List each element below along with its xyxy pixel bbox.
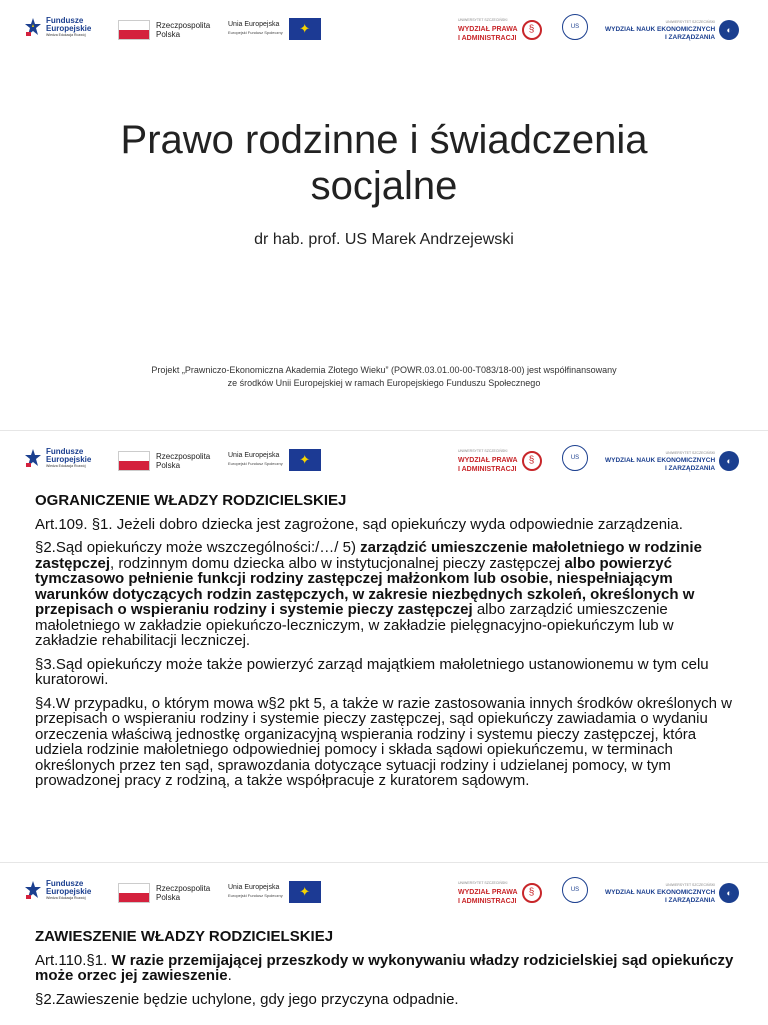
author: dr hab. prof. US Marek Andrzejewski [254,231,514,248]
eu-flag-icon: ✦ [289,18,321,40]
wne-line1: WYDZIAŁ NAUK EKONOMICZNYCH [605,889,716,896]
wpa-line1: WYDZIAŁ PRAWA [458,889,518,896]
wne-line2: I ZARZĄDZANIA [664,465,716,472]
par1-text-c: . [227,967,232,984]
fe-star-icon [24,879,42,901]
slide-body [35,493,735,797]
ue-line2: Europejski Fundusz Społeczny [228,461,283,466]
wpa-emblem-icon: § [522,451,542,471]
title-line2: socjalne [310,164,458,208]
slide-title-text [0,117,768,209]
rp-line1: Rzeczpospolita [156,21,211,30]
wne-line1: WYDZIAŁ NAUK EKONOMICZNYCH [605,457,716,464]
wne-line1: WYDZIAŁ NAUK EKONOMICZNYCH [605,26,716,33]
fe-line2: Europejskie [46,23,92,33]
wne-emblem-icon: ◐ [719,883,739,903]
fe-line1: Fundusze [46,878,84,888]
ue-line1: Unia Europejska [228,452,280,459]
wpa-small: UNIWERSYTET SZCZECIŃSKI [458,449,508,453]
fe-line2: Europejskie [46,886,92,896]
wne-line2: I ZARZĄDZANIA [664,897,716,904]
slide-ograniczenie [0,430,768,861]
footnote-line1: Projekt „Prawniczo-Ekonomiczna Akademia Złotego Wieku” (POWR.03.01.00-00-T083/18-00) jest współfinansowany [151,365,617,375]
wydzial-nauk-ekonomicznych-logo [605,18,739,42]
fe-line1: Fundusze [46,446,84,456]
wne-small: UNIWERSYTET SZCZECIŃSKI [665,20,716,24]
fe-line3: Wiedza Edukacja Rozwój [46,895,86,900]
par2-text-e: albo zarządzić umieszczenie małoletniego w zakładzie opiekuńczo-leczniczym, w zakładzie pielęgnacyjno-opiekuńczym lub w zakładzie rehabilitacji leczniczej. [35,601,674,649]
eu-flag-icon: ✦ [289,881,321,903]
poland-flag-icon [118,451,150,471]
wpa-emblem-icon: § [522,20,542,40]
project-footnote [0,364,768,390]
rzeczpospolita-logo [118,451,210,471]
wpa-line2: I ADMINISTRACJI [458,898,517,905]
par1-bold-b: W razie przemijającej przeszkody w wykonywaniu władzy rodzicielskiej sąd opiekuńczy może orzec jej zawieszenie [35,951,734,984]
rzeczpospolita-logo [118,883,210,903]
wne-line2: I ZARZĄDZANIA [664,34,716,41]
fe-line2: Europejskie [46,454,92,464]
fundusze-europejskie-logo [24,16,91,38]
fe-star-icon [24,16,42,38]
wpa-line1: WYDZIAŁ PRAWA [458,26,518,33]
art109-par4: §4.W przypadku, o którym mowa w§2 pkt 5, a także w razie zastosowania innych środków określonych w przepisach o wspieraniu rodziny i systemie pieczy zastępczej, sąd opiekuńczy zawiadamia o wydaniu orzeczenia właściwą jednostkę organizacyjną wspierania rodziny i systemu pieczy zastępczej, która udziela rodzinie małoletniego odpowiedniej pomocy i składa sądowi opiekuńczemu, w terminach określonych przez ten sąd, sprawozdania dotyczące sytuacji rodziny i udzielanej pomocy, w tym prowadzonej pracy z rodziną, a także współpracuje z kuratorem sądowym. [35,694,732,789]
ue-line2: Europejski Fundusz Społeczny [228,893,283,898]
wne-emblem-icon: ◐ [719,451,739,471]
slide-body [35,929,735,1015]
us-seal-logo [562,445,588,471]
fe-line3: Wiedza Edukacja Rozwój [46,463,86,468]
fe-star-icon [24,447,42,469]
logo-bar [0,875,768,915]
wne-small: UNIWERSYTET SZCZECIŃSKI [665,451,716,455]
slide-heading: ZAWIESZENIE WŁADZY RODZICIELSKIEJ [35,928,334,945]
poland-flag-icon [118,883,150,903]
par2-bold-d: albo powierzyć tymczasowo pełnienie funkcji rodziny zastępczej małżonkom lub osobie, niespełniającym warunków dotyczących rodzin zastępczych, w zakresie niezbędnych szkoleń, określonych w przepisach o wspieraniu rodziny i systemie pieczy zastępczej [35,554,695,618]
fundusze-europejskie-logo [24,447,91,469]
us-seal-icon: US [562,445,588,471]
rzeczpospolita-logo [118,20,210,40]
us-seal-icon: US [562,14,588,40]
fe-line3: Wiedza Edukacja Rozwój [46,32,86,37]
wpa-small: UNIWERSYTET SZCZECIŃSKI [458,881,508,885]
unia-europejska-logo [228,449,321,471]
unia-europejska-logo [228,881,321,903]
wydzial-prawa-logo [458,447,542,474]
wpa-line1: WYDZIAŁ PRAWA [458,457,518,464]
rp-line2: Polska [156,30,181,39]
fundusze-europejskie-logo [24,879,91,901]
wydzial-nauk-ekonomicznych-logo [605,449,739,473]
art110-par1 [35,953,735,984]
wne-emblem-icon: ◐ [719,20,739,40]
wpa-line2: I ADMINISTRACJI [458,35,517,42]
art109-par2 [35,540,735,649]
par2-bold-b: zarządzić umieszczenie małoletniego w rodzinie zastępczej [35,539,702,572]
wpa-small: UNIWERSYTET SZCZECIŃSKI [458,18,508,22]
wpa-line2: I ADMINISTRACJI [458,466,517,473]
logo-bar [0,12,768,52]
wydzial-prawa-logo [458,879,542,906]
art109-par3: §3.Sąd opiekuńczy może także powierzyć zarząd majątkiem małoletniego ustanowionemu w tym celu kuratorowi. [35,655,709,688]
unia-europejska-logo [228,18,321,40]
ue-line2: Europejski Fundusz Społeczny [228,30,283,35]
wne-small: UNIWERSYTET SZCZECIŃSKI [665,883,716,887]
art109-par1: Art.109. §1. Jeżeli dobro dziecka jest zagrożone, sąd opiekuńczy wyda odpowiednie zarządzenia. [35,515,683,533]
slide-zawieszenie [0,862,768,1025]
ue-line1: Unia Europejska [228,21,280,28]
rp-line1: Rzeczpospolita [156,452,211,461]
us-seal-logo [562,877,588,903]
rp-line2: Polska [156,461,181,470]
logo-bar [0,443,768,483]
title-line1: Prawo rodzinne i świadczenia [120,118,648,162]
ue-line1: Unia Europejska [228,884,280,891]
fe-line1: Fundusze [46,15,84,25]
wydzial-prawa-logo [458,16,542,43]
poland-flag-icon [118,20,150,40]
slide-heading: OGRANICZENIE WŁADZY RODZICIELSKIEJ [35,492,347,509]
us-seal-logo [562,14,588,40]
slide-title [0,0,768,430]
us-seal-icon: US [562,877,588,903]
wpa-emblem-icon: § [522,883,542,903]
wydzial-nauk-ekonomicznych-logo [605,881,739,905]
par2-text-a: §2.Sąd opiekuńczy może wszczególności:/…/ 5) [35,539,361,556]
footnote-line2: ze środków Unii Europejskiej w ramach Europejskiego Funduszu Społecznego [227,378,541,388]
par1-text-a: Art.110.§1. [35,951,112,969]
rp-line1: Rzeczpospolita [156,884,211,893]
art110-par2: §2.Zawieszenie będzie uchylone, gdy jego przyczyna odpadnie. [35,990,459,1008]
par2-text-c: , rodzinnym domu dziecka albo w instytucjonalnej pieczy zastępczej [110,554,565,572]
eu-flag-icon: ✦ [289,449,321,471]
rp-line2: Polska [156,893,181,902]
